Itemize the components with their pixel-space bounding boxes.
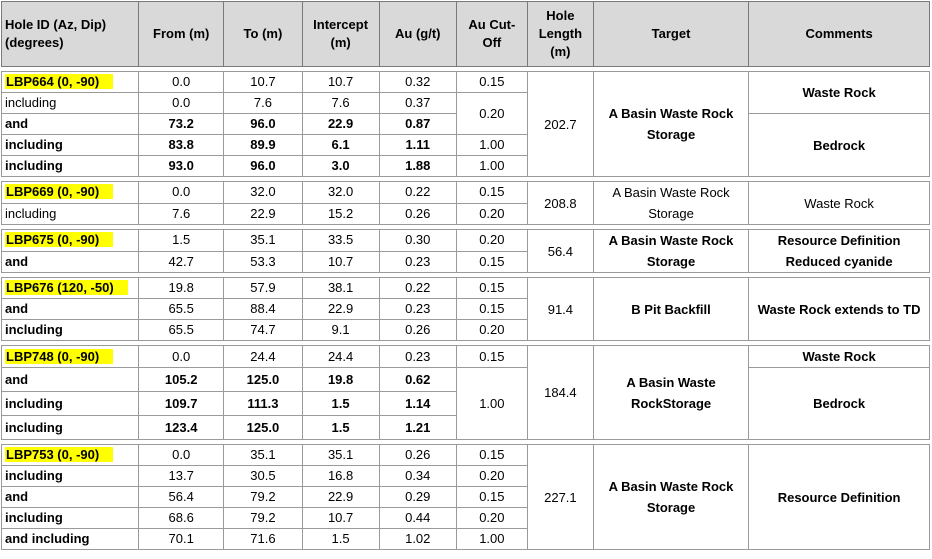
au-cell: 0.37 — [379, 93, 456, 114]
cutoff-cell: 1.00 — [456, 156, 527, 177]
cutoff-cell: 0.20 — [456, 508, 527, 529]
row-label: including — [2, 320, 139, 341]
target-cell: B Pit Backfill — [593, 278, 748, 341]
header-target: Target — [593, 2, 748, 67]
intercept-cell: 7.6 — [302, 93, 379, 114]
to-cell: 96.0 — [224, 114, 302, 135]
intercept-cell: 24.4 — [302, 346, 379, 368]
au-cell: 0.30 — [379, 230, 456, 252]
row-label: and — [2, 251, 139, 273]
from-cell: 7.6 — [139, 203, 224, 225]
header-hole-id: Hole ID (Az, Dip) (degrees) — [2, 2, 139, 67]
header-cutoff: Au Cut-Off — [456, 2, 527, 67]
row-label: and — [2, 368, 139, 392]
au-cell: 0.23 — [379, 346, 456, 368]
cutoff-cell: 0.15 — [456, 346, 527, 368]
from-cell: 65.5 — [139, 299, 224, 320]
table-row — [2, 230, 930, 252]
intercept-cell: 22.9 — [302, 114, 379, 135]
cutoff-cell: 0.15 — [456, 487, 527, 508]
cutoff-cell: 1.00 — [456, 529, 527, 550]
au-cell: 0.23 — [379, 299, 456, 320]
intercept-cell: 16.8 — [302, 466, 379, 487]
to-cell: 22.9 — [224, 203, 302, 225]
to-cell: 35.1 — [224, 445, 302, 466]
au-cell: 0.23 — [379, 251, 456, 273]
cutoff-cell: 1.00 — [456, 368, 527, 440]
to-cell: 32.0 — [224, 182, 302, 204]
cutoff-cell: 0.15 — [456, 182, 527, 204]
header-to: To (m) — [224, 2, 302, 67]
au-cell: 0.62 — [379, 368, 456, 392]
hole-length-cell: 184.4 — [527, 346, 593, 440]
hole-length-cell: 227.1 — [527, 445, 593, 550]
to-cell: 10.7 — [224, 72, 302, 93]
to-cell: 74.7 — [224, 320, 302, 341]
table-row — [2, 278, 930, 299]
hole-id: LBP669 (0, -90) — [5, 184, 113, 199]
cutoff-cell: 0.15 — [456, 278, 527, 299]
from-cell: 68.6 — [139, 508, 224, 529]
intercept-cell: 10.7 — [302, 72, 379, 93]
header-hole-length: Hole Length (m) — [527, 2, 593, 67]
from-cell: 19.8 — [139, 278, 224, 299]
cutoff-cell: 0.15 — [456, 72, 527, 93]
row-label: and — [2, 114, 139, 135]
au-cell: 1.21 — [379, 416, 456, 440]
au-cell: 0.32 — [379, 72, 456, 93]
au-cell: 0.22 — [379, 278, 456, 299]
from-cell: 0.0 — [139, 93, 224, 114]
hole-length-cell: 56.4 — [527, 230, 593, 273]
from-cell: 42.7 — [139, 251, 224, 273]
from-cell: 0.0 — [139, 346, 224, 368]
from-cell: 1.5 — [139, 230, 224, 252]
row-label: including — [2, 392, 139, 416]
target-cell: A Basin Waste Rock Storage — [593, 72, 748, 177]
to-cell: 57.9 — [224, 278, 302, 299]
drill-results-table — [1, 1, 930, 550]
row-label: including — [2, 93, 139, 114]
intercept-cell: 3.0 — [302, 156, 379, 177]
from-cell: 123.4 — [139, 416, 224, 440]
row-label: including — [2, 508, 139, 529]
to-cell: 79.2 — [224, 487, 302, 508]
intercept-cell: 1.5 — [302, 416, 379, 440]
from-cell: 0.0 — [139, 445, 224, 466]
from-cell: 0.0 — [139, 182, 224, 204]
intercept-cell: 35.1 — [302, 445, 379, 466]
au-cell: 0.87 — [379, 114, 456, 135]
hole-id: LBP753 (0, -90) — [5, 447, 113, 462]
cutoff-cell: 0.20 — [456, 203, 527, 225]
comment-cell: Resource Definition Reduced cyanide — [749, 230, 930, 273]
to-cell: 125.0 — [224, 416, 302, 440]
table-row — [2, 72, 930, 93]
table-row — [2, 368, 930, 392]
intercept-cell: 38.1 — [302, 278, 379, 299]
intercept-cell: 15.2 — [302, 203, 379, 225]
au-cell: 0.26 — [379, 203, 456, 225]
to-cell: 79.2 — [224, 508, 302, 529]
comment-cell: Waste Rock — [749, 182, 930, 225]
cutoff-cell: 0.20 — [456, 230, 527, 252]
hole-id: LBP748 (0, -90) — [5, 349, 113, 364]
hole-length-cell: 208.8 — [527, 182, 593, 225]
target-cell: A Basin Waste Rock Storage — [593, 445, 748, 550]
intercept-cell: 19.8 — [302, 368, 379, 392]
intercept-cell: 6.1 — [302, 135, 379, 156]
header-comments: Comments — [749, 2, 930, 67]
to-cell: 125.0 — [224, 368, 302, 392]
intercept-cell: 32.0 — [302, 182, 379, 204]
row-label: including — [2, 135, 139, 156]
to-cell: 7.6 — [224, 93, 302, 114]
hole-length-cell: 91.4 — [527, 278, 593, 341]
from-cell: 93.0 — [139, 156, 224, 177]
from-cell: 83.8 — [139, 135, 224, 156]
comment-cell: Waste Rock extends to TD — [749, 278, 930, 341]
target-cell: A Basin Waste RockStorage — [593, 346, 748, 440]
to-cell: 24.4 — [224, 346, 302, 368]
intercept-cell: 9.1 — [302, 320, 379, 341]
to-cell: 71.6 — [224, 529, 302, 550]
hole-id: LBP664 (0, -90) — [5, 74, 113, 89]
cutoff-cell: 0.15 — [456, 251, 527, 273]
au-cell: 0.29 — [379, 487, 456, 508]
row-label: including — [2, 466, 139, 487]
intercept-cell: 1.5 — [302, 392, 379, 416]
table-row — [2, 182, 930, 204]
au-cell: 1.11 — [379, 135, 456, 156]
cutoff-cell: 0.20 — [456, 320, 527, 341]
from-cell: 73.2 — [139, 114, 224, 135]
intercept-cell: 10.7 — [302, 508, 379, 529]
to-cell: 89.9 — [224, 135, 302, 156]
cutoff-cell: 0.20 — [456, 466, 527, 487]
au-cell: 0.34 — [379, 466, 456, 487]
intercept-cell: 1.5 — [302, 529, 379, 550]
au-cell: 0.44 — [379, 508, 456, 529]
hole-id: LBP676 (120, -50) — [5, 280, 128, 295]
au-cell: 0.26 — [379, 320, 456, 341]
intercept-cell: 33.5 — [302, 230, 379, 252]
from-cell: 0.0 — [139, 72, 224, 93]
row-label: including — [2, 156, 139, 177]
intercept-cell: 22.9 — [302, 299, 379, 320]
to-cell: 96.0 — [224, 156, 302, 177]
au-cell: 0.26 — [379, 445, 456, 466]
from-cell: 105.2 — [139, 368, 224, 392]
cutoff-cell: 0.20 — [456, 93, 527, 135]
from-cell: 65.5 — [139, 320, 224, 341]
au-cell: 1.02 — [379, 529, 456, 550]
target-cell: A Basin Waste Rock Storage — [593, 182, 748, 225]
cutoff-cell: 1.00 — [456, 135, 527, 156]
au-cell: 1.14 — [379, 392, 456, 416]
row-label: including — [2, 416, 139, 440]
cutoff-cell: 0.15 — [456, 445, 527, 466]
comment-cell: Waste Rock — [749, 346, 930, 368]
target-cell: A Basin Waste Rock Storage — [593, 230, 748, 273]
header-intercept: Intercept (m) — [302, 2, 379, 67]
from-cell: 56.4 — [139, 487, 224, 508]
row-label: and including — [2, 529, 139, 550]
header-row — [2, 2, 930, 67]
au-cell: 1.88 — [379, 156, 456, 177]
hole-length-cell: 202.7 — [527, 72, 593, 177]
header-from: From (m) — [139, 2, 224, 67]
from-cell: 13.7 — [139, 466, 224, 487]
header-au: Au (g/t) — [379, 2, 456, 67]
table-row — [2, 445, 930, 466]
intercept-cell: 10.7 — [302, 251, 379, 273]
from-cell: 70.1 — [139, 529, 224, 550]
row-label: and — [2, 299, 139, 320]
comment-cell: Waste Rock — [749, 72, 930, 114]
comment-cell: Resource Definition — [749, 445, 930, 550]
intercept-cell: 22.9 — [302, 487, 379, 508]
comment-cell: Bedrock — [749, 368, 930, 440]
row-label: including — [2, 203, 139, 225]
to-cell: 111.3 — [224, 392, 302, 416]
cutoff-cell: 0.15 — [456, 299, 527, 320]
hole-id: LBP675 (0, -90) — [5, 232, 113, 247]
comment-cell: Bedrock — [749, 114, 930, 177]
from-cell: 109.7 — [139, 392, 224, 416]
table-row — [2, 346, 930, 368]
to-cell: 30.5 — [224, 466, 302, 487]
to-cell: 53.3 — [224, 251, 302, 273]
au-cell: 0.22 — [379, 182, 456, 204]
to-cell: 35.1 — [224, 230, 302, 252]
to-cell: 88.4 — [224, 299, 302, 320]
row-label: and — [2, 487, 139, 508]
